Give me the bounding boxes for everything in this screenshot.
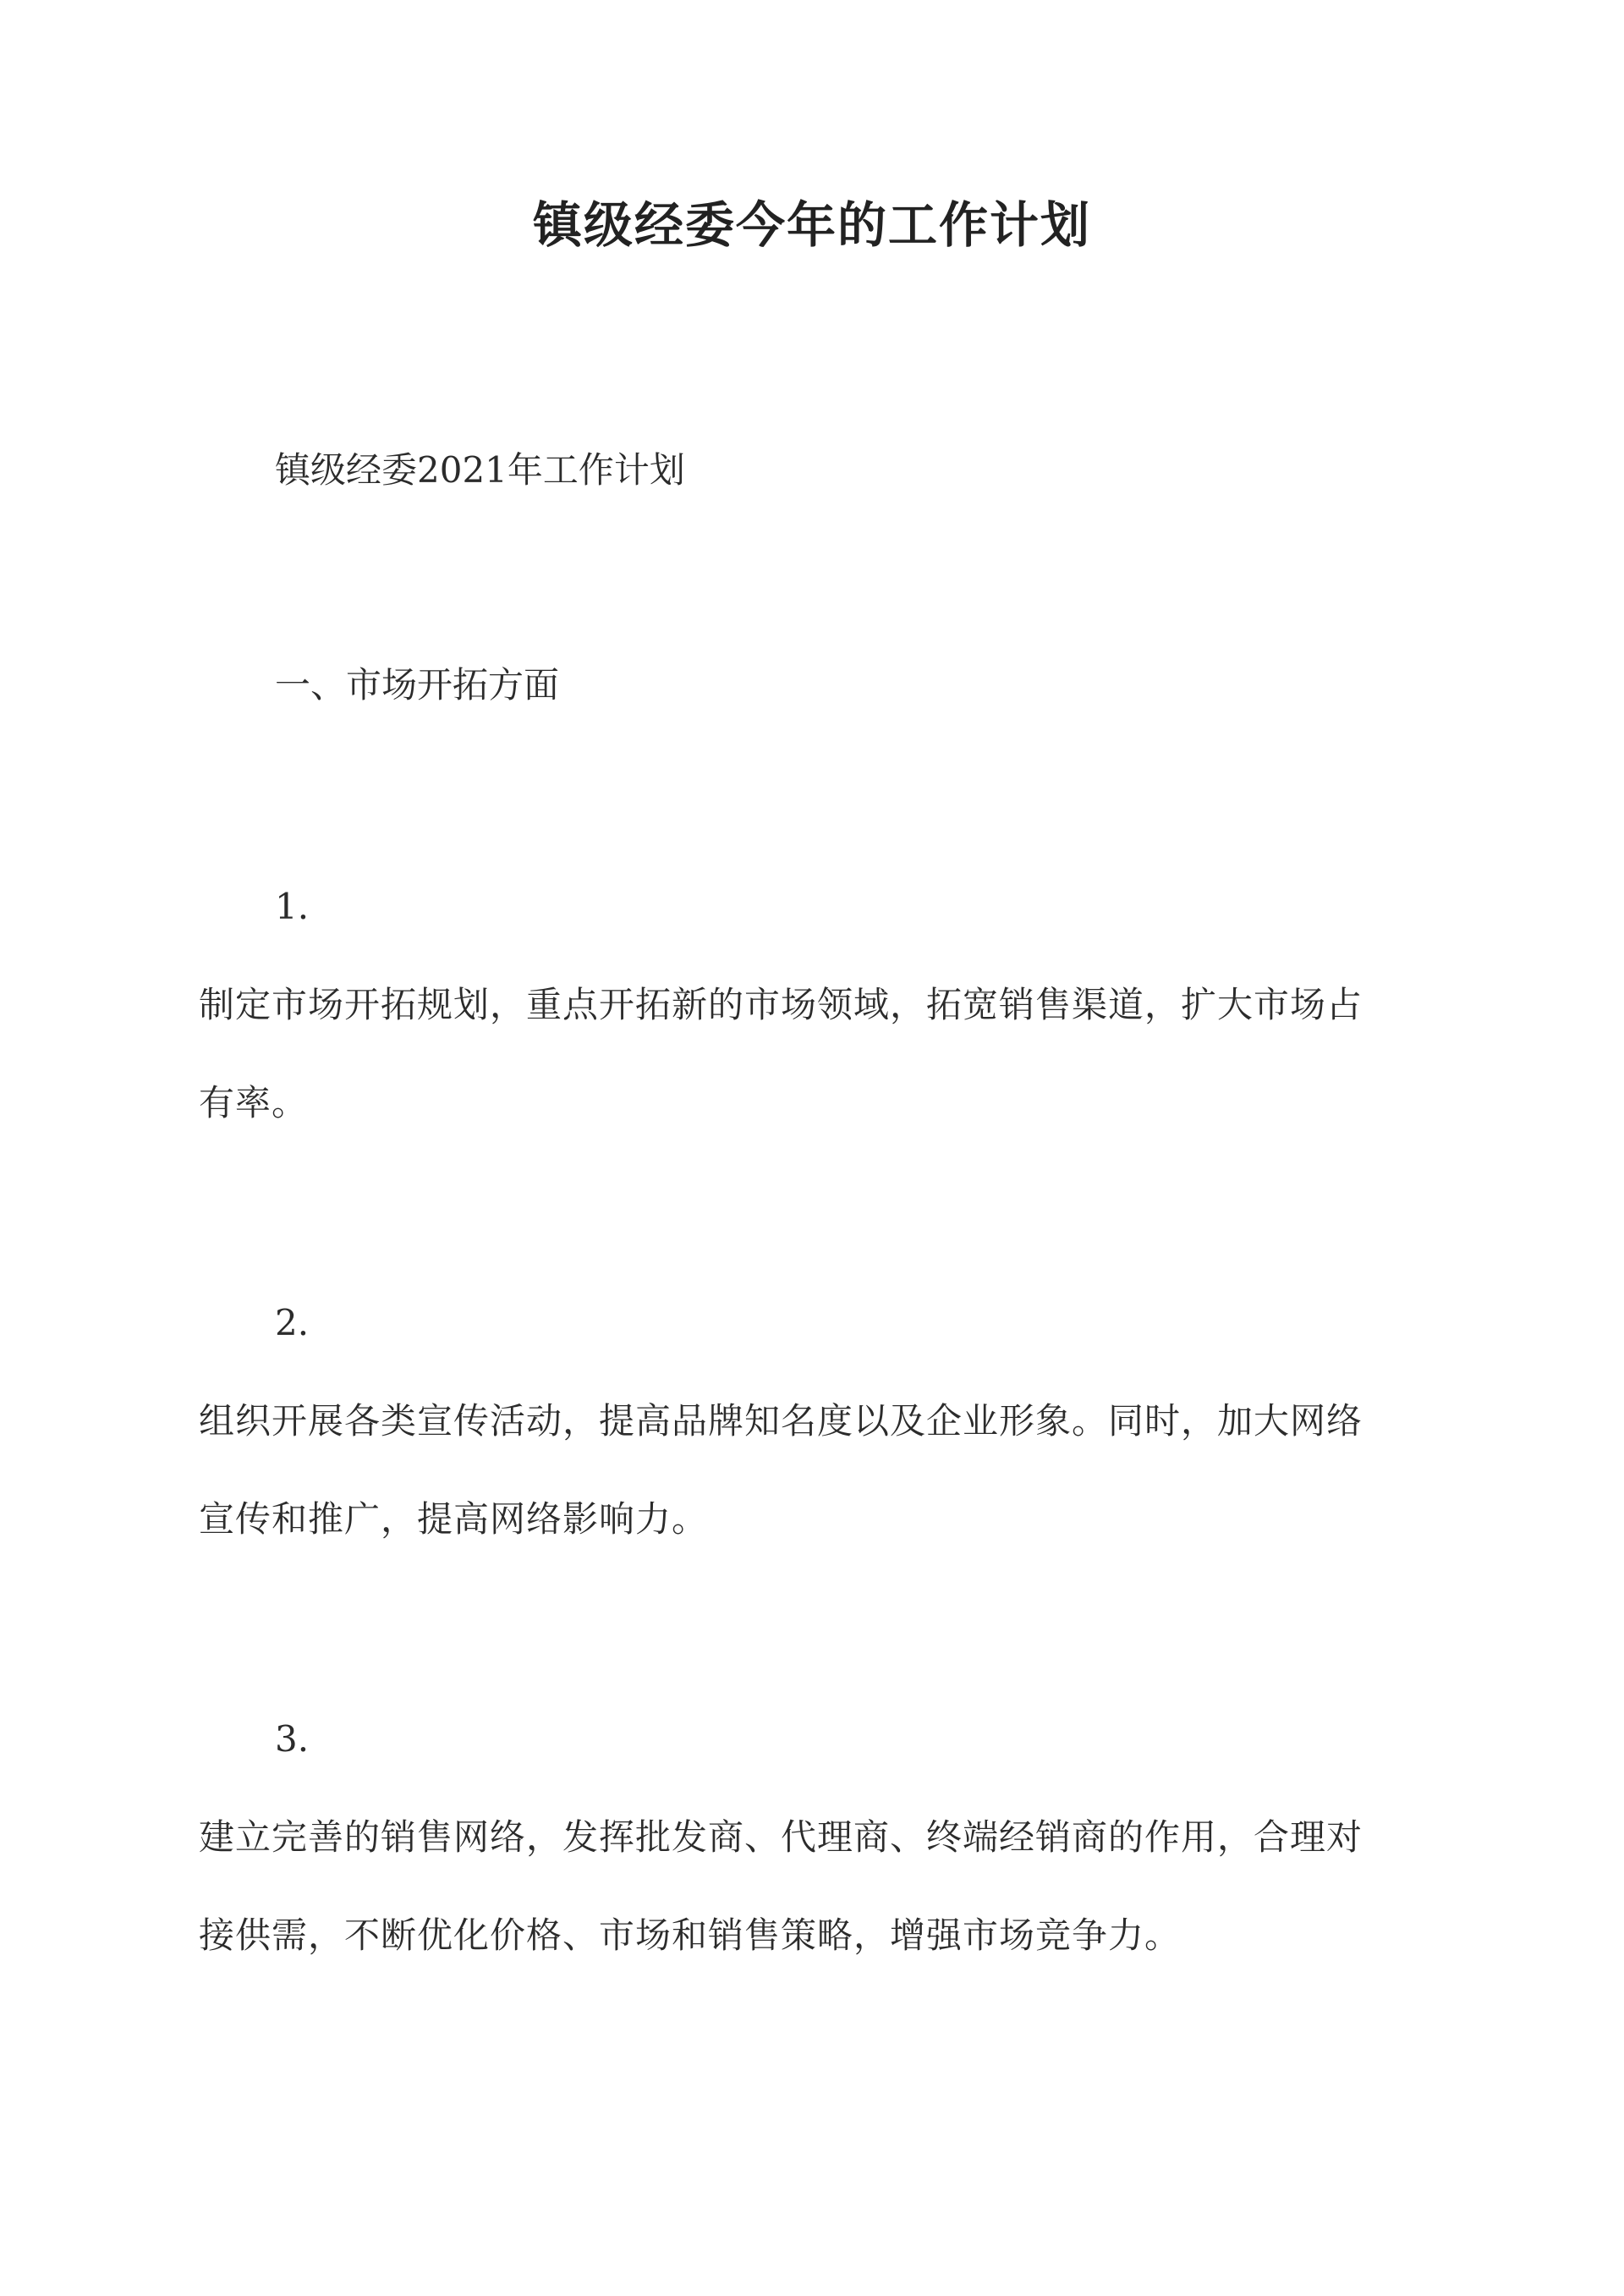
item-number: 2. [275, 1302, 310, 1343]
item-text-line: 宣传和推广，提高网络影响力。 [199, 1498, 709, 1540]
item-text-line: 建立完善的销售网络，发挥批发商、代理商、终端经销商的作用，合理对 [199, 1816, 1363, 1858]
item-text-line: 组织开展各类宣传活动，提高品牌知名度以及企业形象。同时，加大网络 [199, 1400, 1363, 1442]
item-number: 1. [275, 886, 310, 927]
item-text-line: 有率。 [199, 1082, 309, 1123]
item-number: 3. [275, 1718, 310, 1760]
item-text-line: 接供需，不断优化价格、市场和销售策略，增强市场竞争力。 [199, 1914, 1182, 1956]
item-text-line: 制定市场开拓规划，重点开拓新的市场领域，拓宽销售渠道，扩大市场占 [199, 984, 1363, 1025]
document-title: 镇级经委今年的工作计划 [532, 196, 1091, 254]
document-subtitle: 镇级经委2021年工作计划 [275, 449, 685, 491]
section-heading: 一、市场开拓方面 [275, 664, 560, 706]
